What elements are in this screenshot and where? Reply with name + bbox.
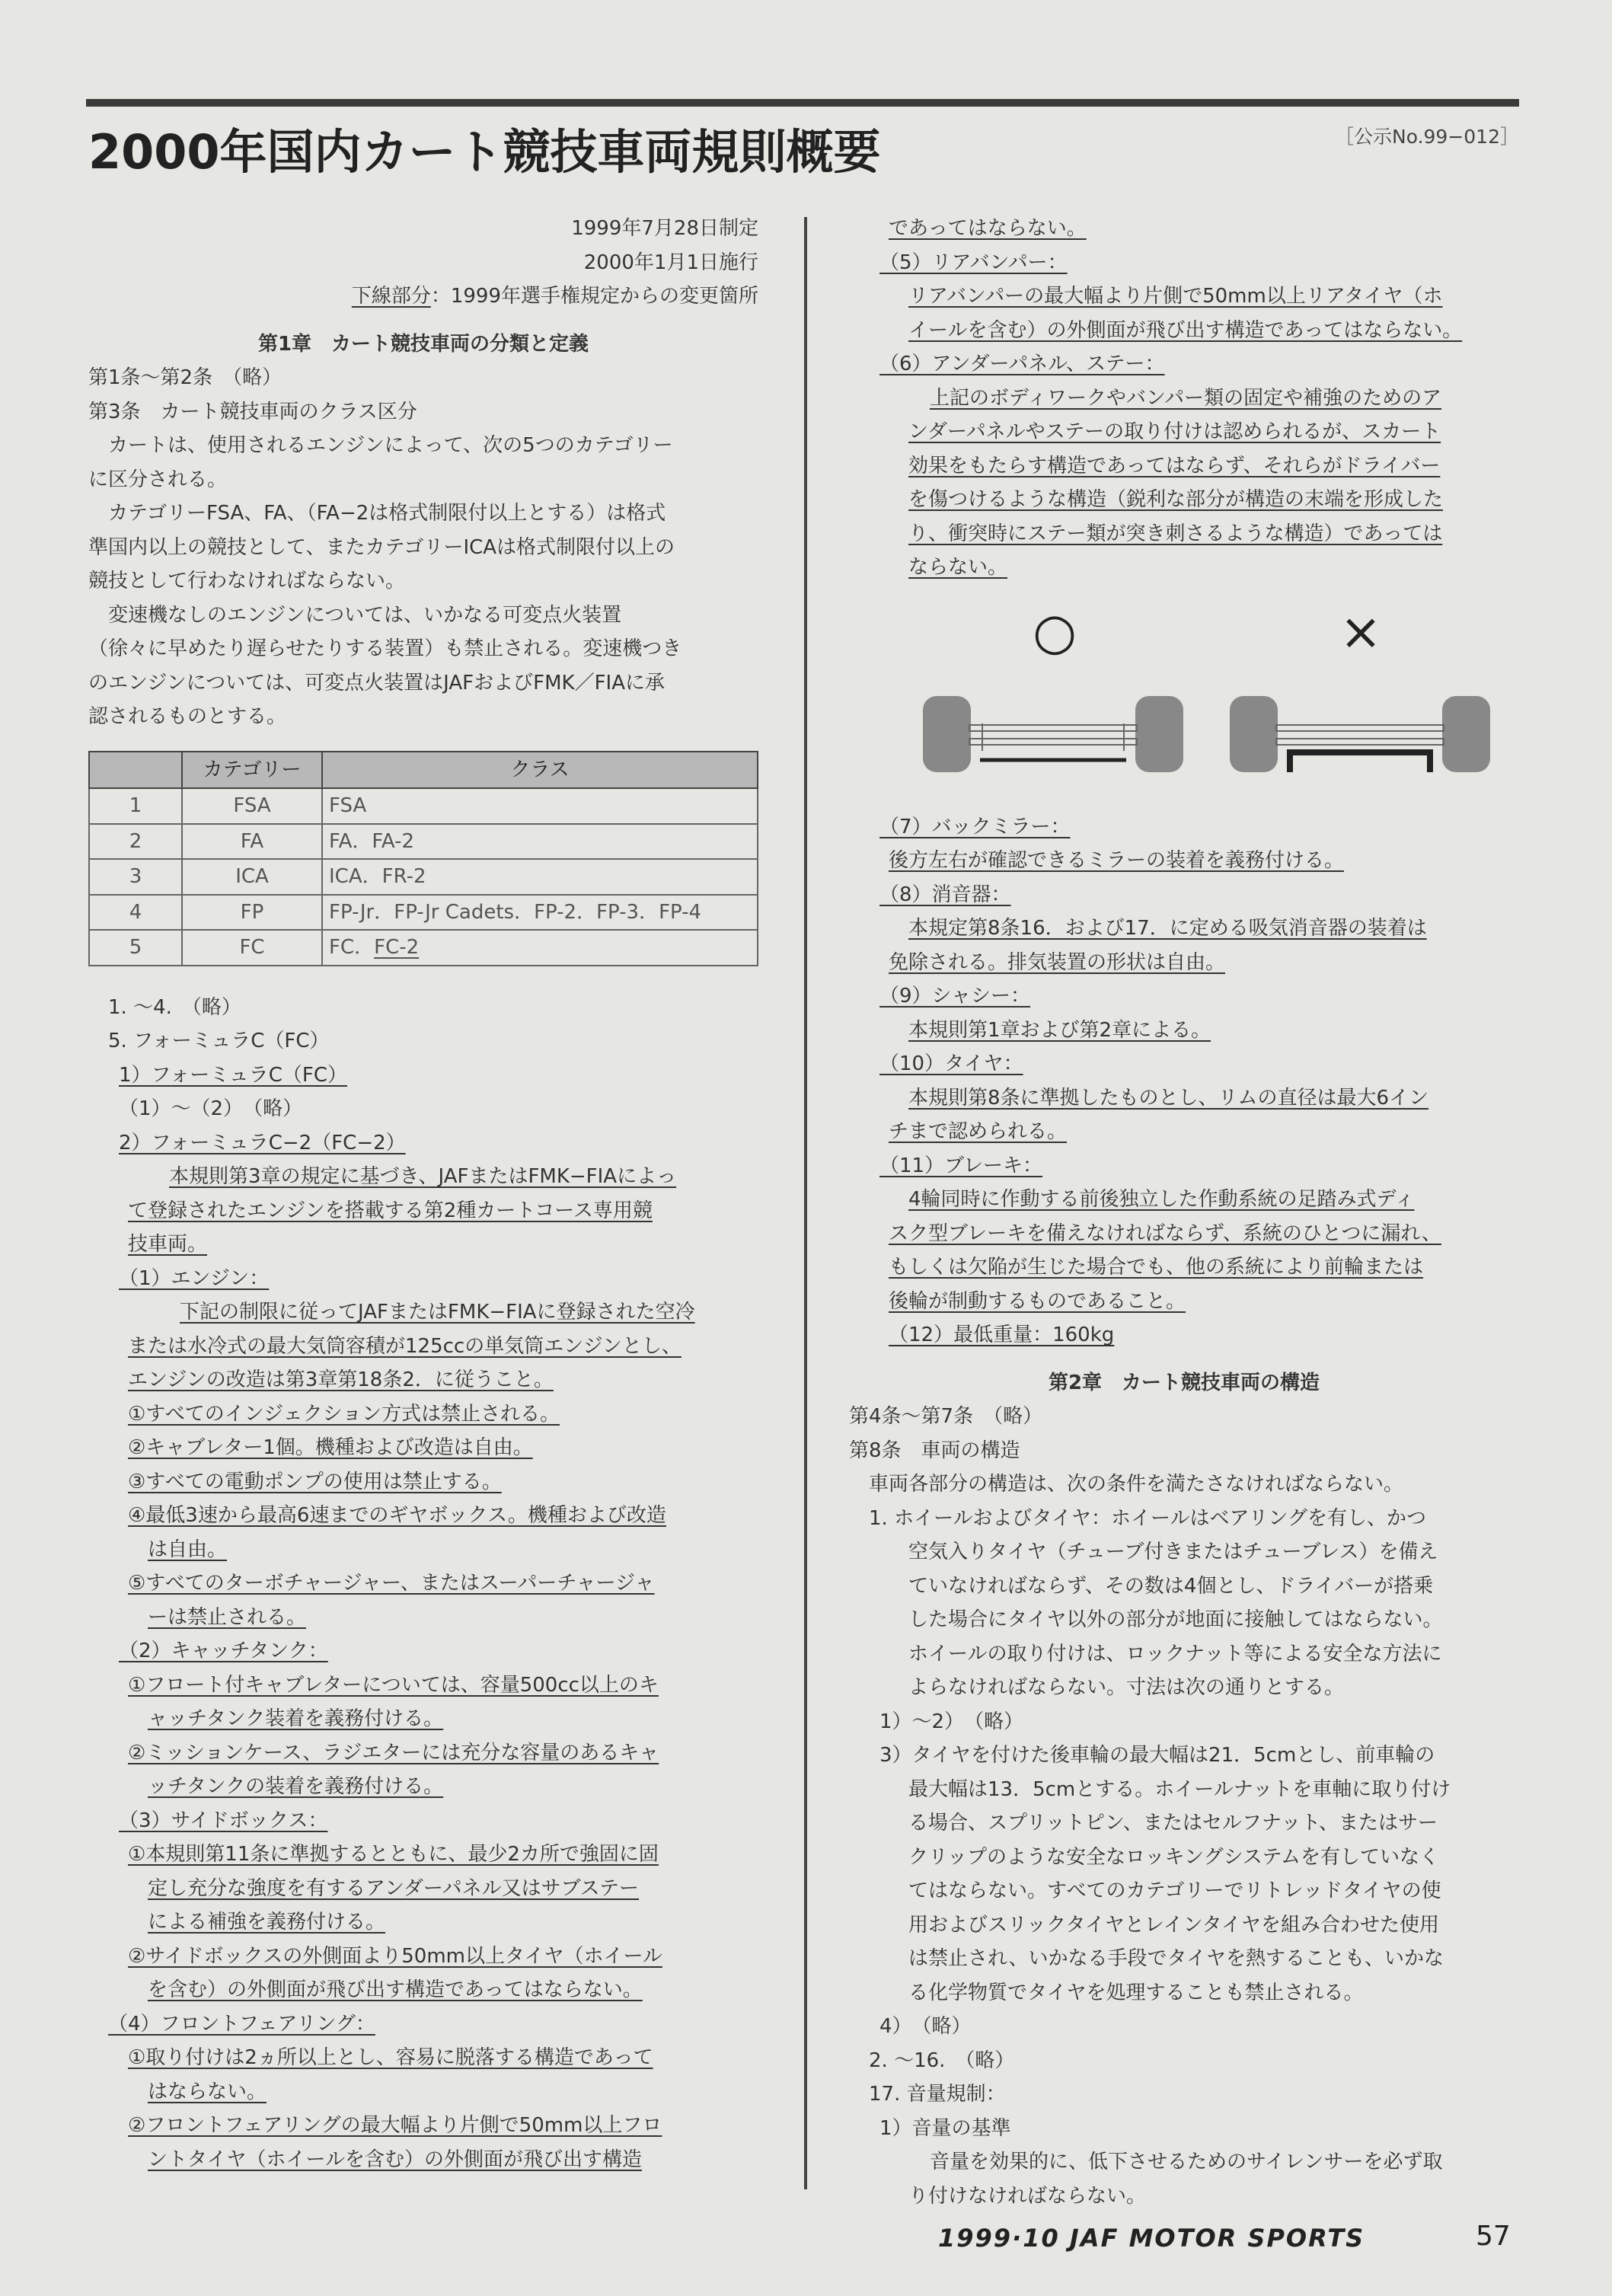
text-line: カートは、使用されるエンジンによって、次の5つのカテゴリー bbox=[88, 434, 673, 457]
header-rule bbox=[86, 99, 1519, 107]
date-established: 1999年7月28日制定 bbox=[571, 217, 758, 240]
date-effective: 2000年1月1日施行 bbox=[583, 251, 758, 274]
text-line: る化学物質でタイヤを処理することも禁止される。 bbox=[908, 1981, 1364, 2004]
text-line: ②キャブレター1個。機種および改造は自由。 bbox=[128, 1436, 533, 1459]
right-column bbox=[849, 212, 1519, 2213]
row-category: FC bbox=[182, 930, 322, 966]
table-row bbox=[89, 930, 758, 966]
text-line: 変速機なしのエンジンについては、いかなる可変点火装置 bbox=[88, 603, 622, 627]
left-column bbox=[88, 212, 758, 2176]
text-line: チまで認められる。 bbox=[889, 1120, 1068, 1143]
text-line: 本規則第8条に準拠したものとし、リムの直径は最大6イン bbox=[908, 1086, 1429, 1110]
row-class: FA．FA-2 bbox=[322, 824, 758, 860]
axle-shape bbox=[1276, 725, 1444, 731]
text-line: ②ミッションケース、ラジエターには充分な容量のあるキャ bbox=[128, 1741, 659, 1764]
text-line: ャッチタンク装着を義務付ける。 bbox=[148, 1707, 444, 1730]
underpanel-diagram bbox=[849, 589, 1519, 803]
text-line: ②フロントフェアリングの最大幅より片側で50mm以上フロ bbox=[128, 2114, 662, 2137]
underline-desc: ：1999年選手権規定からの変更箇所 bbox=[430, 285, 758, 308]
text-line: （3）サイドボックス： bbox=[119, 1809, 328, 1832]
header-category: カテゴリー bbox=[182, 752, 322, 789]
page-number: 57 bbox=[1476, 2221, 1511, 2252]
text-line: （11）ブレーキ： bbox=[879, 1154, 1043, 1177]
table-row bbox=[89, 824, 758, 860]
table-header-row bbox=[89, 752, 758, 789]
text-line: ッチタンクの装着を義務付ける。 bbox=[148, 1775, 444, 1798]
header-class: クラス bbox=[322, 752, 758, 789]
text-line: ②サイドボックスの外側面より50mm以上タイヤ（ホイール bbox=[128, 1944, 662, 1968]
text-line: 3）タイヤを付けた後車輪の最大幅は21．5cmとし、前車輪の bbox=[879, 1744, 1435, 1767]
text-line: 後方左右が確認できるミラーの装着を義務付ける。 bbox=[889, 849, 1345, 872]
row-class: FP-Jr．FP-Jr Cadets．FP-2．FP-3．FP-4 bbox=[322, 895, 758, 931]
chapter1-heading: 第1章 カート競技車両の分類と定義 bbox=[257, 332, 589, 356]
underline-legend bbox=[88, 279, 758, 314]
axle-shape bbox=[969, 725, 1137, 731]
text-line: イールを含む）の外側面が飛び出す構造であってはならない。 bbox=[908, 318, 1463, 342]
text-line: 17. 音量規制： bbox=[869, 2083, 1006, 2106]
row-number: 3 bbox=[89, 859, 182, 895]
text-line: 5. フォーミュラC（FC） bbox=[108, 1030, 330, 1052]
text-line: てはならない。すべてのカテゴリーでリトレッドタイヤの使 bbox=[908, 1879, 1441, 1902]
text-line: 空気入りタイヤ（チューブ付きまたはチューブレス）を備え bbox=[908, 1541, 1438, 1563]
row-class-changed: FC-2 bbox=[374, 936, 420, 959]
text-line: 第8条 車両の構造 bbox=[849, 1439, 1020, 1462]
text-line: 効果をもたらす構造であってはならず、それらがドライバー bbox=[908, 454, 1441, 477]
text-line: 上記のボディワークやバンパー類の固定や補強のためのア bbox=[930, 386, 1442, 410]
underpanel-figure bbox=[849, 589, 1519, 803]
text-line: よらなければならない。寸法は次の通りとする。 bbox=[908, 1676, 1345, 1699]
text-line: 本規則第3章の規定に基づき、JAFまたはFMK−FIAによっ bbox=[169, 1165, 677, 1188]
chapter2-heading: 第2章 カート競技車両の構造 bbox=[1048, 1371, 1320, 1394]
text-line: ①取り付けは2ヵ所以上とし、容易に脱落する構造であって bbox=[128, 2046, 653, 2069]
ok-mark: ○ bbox=[1033, 602, 1077, 661]
text-line: 1. 〜4. （略） bbox=[108, 995, 241, 1019]
text-line: り付けなければならない。 bbox=[908, 2184, 1147, 2208]
text-line: 本規定第8条16．および17．に定める吸気消音器の装着は bbox=[908, 917, 1427, 940]
text-line: ントタイヤ（ホイールを含む）の外側面が飛び出す構造 bbox=[148, 2148, 642, 2171]
wheel-shape bbox=[1230, 696, 1278, 772]
text-line: 第4条〜第7条 （略） bbox=[849, 1405, 1043, 1428]
text-line: 最大幅は13．5cmとする。ホイールナットを車軸に取り付け bbox=[908, 1777, 1451, 1801]
text-line: （徐々に早めたり遅らせたりする装置）も禁止される。変速機つき bbox=[88, 637, 682, 660]
text-line: 1）音量の基準 bbox=[879, 2116, 1011, 2140]
text-line: 下記の制限に従ってJAFまたはFMK−FIAに登録された空冷 bbox=[180, 1301, 695, 1324]
page-title: 2000年国内カート競技車両規則概要 bbox=[88, 124, 881, 180]
text-line: ⑤すべてのターボチャージャー、またはスーパーチャージャ bbox=[128, 1572, 655, 1595]
text-line: は禁止され、いかなる手段でタイヤを熱することも、いかな bbox=[908, 1947, 1444, 1970]
wheel-shape bbox=[923, 696, 971, 772]
text-line: 1. ホイールおよびタイヤ：ホイールはベアリングを有し、かつ bbox=[869, 1506, 1426, 1530]
header-number bbox=[89, 752, 182, 789]
text-line: （1）〜（2） （略） bbox=[119, 1097, 303, 1120]
text-line: （8）消音器： bbox=[879, 883, 1011, 906]
text-line: ならない。 bbox=[908, 556, 1008, 579]
text-line: クリップのような安全なロッキングシステムを有していなく bbox=[908, 1845, 1440, 1869]
text-line: による補強を義務付ける。 bbox=[148, 1911, 386, 1934]
text-line: に区分される。 bbox=[88, 468, 228, 491]
text-line: （6）アンダーパネル、ステー： bbox=[879, 353, 1165, 375]
row-class: FSA bbox=[322, 788, 758, 824]
text-line: ①フロート付キャブレターについては、容量500cc以上のキ bbox=[128, 1673, 659, 1697]
text-line: または水冷式の最大気筒容積が125ccの単気筒エンジンとし、 bbox=[128, 1334, 682, 1358]
table-row bbox=[89, 859, 758, 895]
text-line: した場合にタイヤ以外の部分が地面に接触してはならない。 bbox=[908, 1608, 1443, 1631]
column-divider bbox=[804, 217, 807, 2189]
row-category: FSA bbox=[182, 788, 322, 824]
text-line: カテゴリーFSA、FA、（FA−2は格式制限付以上とする）は格式 bbox=[88, 502, 666, 525]
text-line: ④最低3速から最高6速までのギヤボックス。機種および改造 bbox=[128, 1504, 666, 1527]
text-line: り、衝突時にステー類が突き刺さるような構造）であっては bbox=[908, 522, 1443, 545]
text-line: （4）フロントフェアリング： bbox=[108, 2012, 375, 2036]
text-line: 第3条 カート競技車両のクラス区分 bbox=[88, 400, 417, 423]
text-line: ホイールの取り付けは、ロックナット等による安全な方法に bbox=[908, 1642, 1442, 1665]
text-line: 1）〜2） （略） bbox=[879, 1710, 1024, 1733]
text-line: スク型ブレーキを備えなければならず、系統のひとつに漏れ、 bbox=[889, 1221, 1441, 1245]
text-line: （12）最低重量：160kg bbox=[889, 1324, 1115, 1346]
text-line: エンジンの改造は第3章第18条2．に従うこと。 bbox=[128, 1368, 554, 1391]
row-category: ICA bbox=[182, 859, 322, 895]
row-category: FP bbox=[182, 895, 322, 931]
text-line: 免除される。排気装置の形状は自由。 bbox=[889, 950, 1226, 974]
text-line: 4） （略） bbox=[879, 2015, 972, 2038]
text-line: て登録されたエンジンを搭載する第2種カートコース専用競 bbox=[128, 1199, 653, 1222]
text-line: 技車両。 bbox=[128, 1233, 208, 1256]
text-line: ンダーパネルやステーの取り付けは認められるが、スカート bbox=[908, 420, 1441, 443]
text-line: 定し充分な強度を有するアンダーパネル又はサブステー bbox=[148, 1876, 640, 1900]
wheel-shape bbox=[1442, 696, 1490, 772]
text-line: 競技として行わなければならない。 bbox=[88, 570, 406, 592]
row-number: 4 bbox=[89, 895, 182, 931]
axle-shape bbox=[1276, 739, 1444, 745]
text-line: ①すべてのインジェクション方式は禁止される。 bbox=[128, 1402, 560, 1426]
text-line: ていなければならず、その数は4個とし、ドライバーが搭乗 bbox=[908, 1574, 1434, 1598]
row-class: FC．FC-2 bbox=[322, 930, 758, 966]
row-class: ICA．FR-2 bbox=[322, 859, 758, 895]
text-line: を傷つけるような構造（鋭利な部分が構造の末端を形成した bbox=[908, 488, 1444, 511]
text-line: （7）バックミラー： bbox=[879, 815, 1071, 838]
text-line: （2）キャッチタンク： bbox=[119, 1640, 328, 1662]
text-line: もしくは欠陥が生じた場合でも、他の系統により前輪または bbox=[889, 1256, 1424, 1279]
row-number: 2 bbox=[89, 824, 182, 860]
underline-key: 下線部分 bbox=[351, 285, 431, 308]
table-row bbox=[89, 788, 758, 824]
text-line: 2. 〜16. （略） bbox=[869, 2049, 1015, 2072]
text-line: 第1条〜第2条 （略） bbox=[88, 366, 282, 389]
table-row bbox=[89, 895, 758, 931]
text-line: はならない。 bbox=[148, 2080, 267, 2103]
notice-number: ［公示No.99−012］ bbox=[1335, 126, 1519, 148]
text-line: 4輪同時に作動する前後独立した作動系統の足踏み式ディ bbox=[908, 1188, 1415, 1211]
magazine-footer: 1999·10 JAF MOTOR SPORTS bbox=[938, 2224, 1365, 2253]
text-line: 2）フォーミュラC−2（FC−2） bbox=[119, 1131, 406, 1154]
text-line: 後輪が制動するものであること。 bbox=[889, 1289, 1186, 1313]
text-line: ーは禁止される。 bbox=[148, 1605, 307, 1629]
text-line: 準国内以上の競技として、またカテゴリーICAは格式制限付以上の bbox=[88, 535, 675, 559]
text-line: リアバンパーの最大幅より片側で50mm以上リアタイヤ（ホ bbox=[908, 285, 1443, 308]
row-number: 1 bbox=[89, 788, 182, 824]
class-table bbox=[88, 751, 758, 966]
axle-shape bbox=[969, 739, 1137, 745]
wheel-shape bbox=[1135, 696, 1183, 772]
text-line: であってはならない。 bbox=[889, 217, 1087, 240]
row-number: 5 bbox=[89, 930, 182, 966]
text-line: （9）シャシー： bbox=[879, 985, 1031, 1007]
text-line: 音量を効果的に、低下させるためのサイレンサーを必ず取 bbox=[930, 2151, 1443, 2173]
ok-kart-diagram bbox=[923, 696, 1183, 772]
ng-kart-diagram bbox=[1230, 696, 1490, 772]
ng-mark: × bbox=[1339, 602, 1382, 661]
text-line: （1）エンジン： bbox=[119, 1266, 270, 1290]
text-line: 1）フォーミュラC（FC） bbox=[119, 1063, 347, 1087]
text-line: 車両各部分の構造は、次の条件を満たさなければならない。 bbox=[869, 1473, 1404, 1496]
row-category: FA bbox=[182, 824, 322, 860]
text-line: （5）リアバンパー： bbox=[879, 251, 1068, 274]
text-line: のエンジンについては、可変点火装置はJAFおよびFMK／FIAに承 bbox=[88, 671, 665, 695]
text-line: （10）タイヤ： bbox=[879, 1052, 1023, 1075]
text-line: ①本規則第11条に準拠するとともに、最少2カ所で強固に固 bbox=[128, 1843, 659, 1866]
text-line: 本規則第1章および第2章による。 bbox=[908, 1018, 1211, 1042]
text-line: は自由。 bbox=[148, 1538, 228, 1561]
text-line: 認されるものとする。 bbox=[88, 705, 287, 728]
text-line: る場合、スプリットピン、またはセルフナット、またはサー bbox=[908, 1812, 1438, 1835]
text-line: を含む）の外側面が飛び出す構造であってはならない。 bbox=[148, 1978, 643, 2001]
text-line: ③すべての電動ポンプの使用は禁止する。 bbox=[128, 1470, 502, 1493]
text-line: 用およびスリックタイヤとレインタイヤを組み合わせた使用 bbox=[908, 1913, 1440, 1937]
skirt-panel-line bbox=[1290, 752, 1430, 772]
